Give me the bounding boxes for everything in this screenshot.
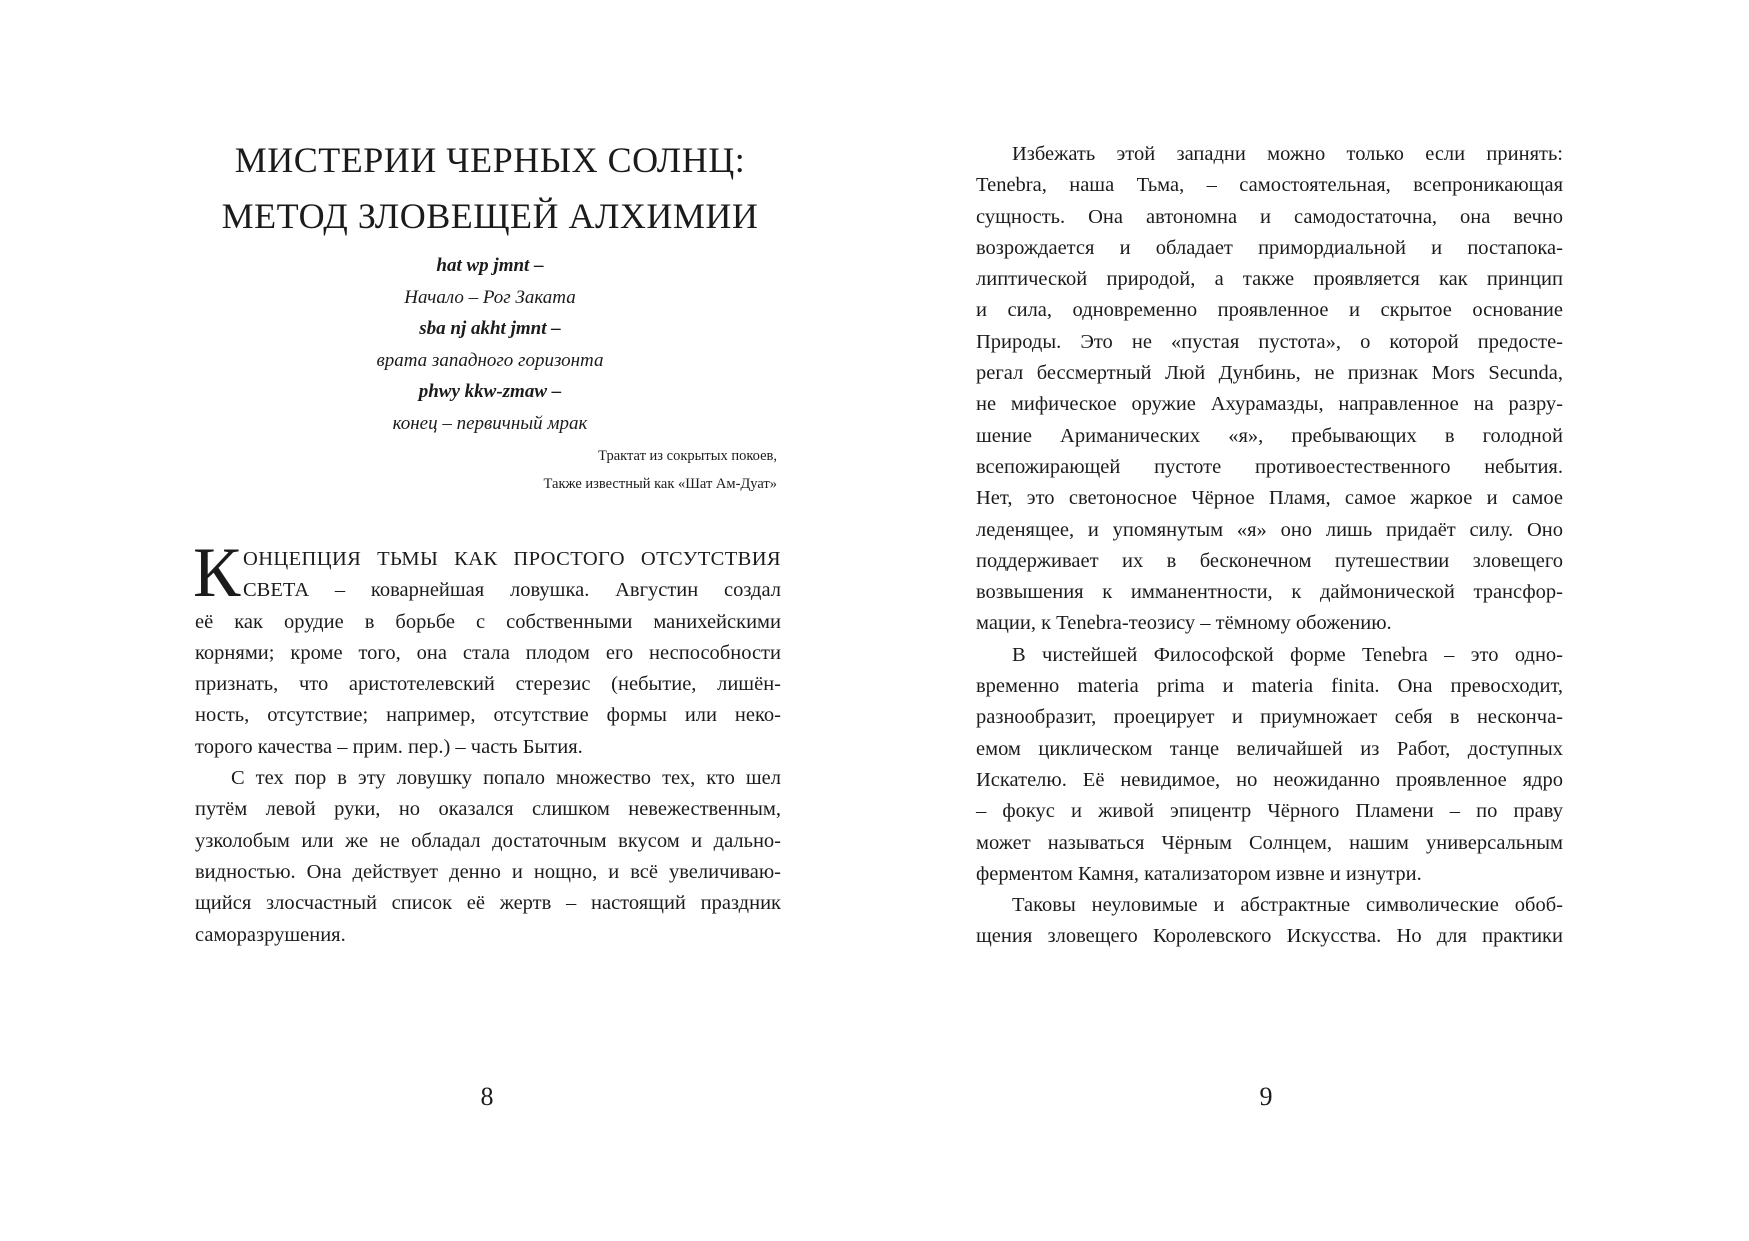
epigraph-line: врата западного горизонта — [376, 349, 604, 371]
text-line: ферментом Камня, катализатором извне и изнутри. — [976, 862, 1422, 885]
right-page — [875, 0, 1749, 1241]
drop-cap: К — [193, 534, 241, 612]
chapter-title-line: МИСТЕРИИ ЧЕРНЫХ СОЛНЦ: — [234, 140, 746, 180]
text-line: В чистейшей Философской форме Tenebra – это одно- — [1012, 643, 1563, 666]
text-line: Нет, это светоносное Чёрное Пламя, самое жаркое и самое — [976, 487, 1563, 510]
page-number: 8 — [480, 1082, 494, 1111]
text-line: мации, к Tenebra-теозису – тёмному обожению. — [976, 612, 1392, 635]
text-line: её как орудие в борьбе с собственными манихейскими — [195, 610, 781, 633]
text-line: емом циклическом танце величайшей из Работ, доступных — [976, 737, 1563, 760]
epigraph-line: phwy kkw-zmaw – — [418, 381, 562, 402]
text-line: может называться Чёрным Солнцем, нашим универсальным — [976, 831, 1563, 854]
epigraph — [260, 250, 720, 439]
left-page — [0, 0, 874, 1241]
chapter-title-line: МЕТОД ЗЛОВЕЩЕЙ АЛХИМИИ — [221, 196, 759, 236]
text-line: возрождается и обладает примордиальной и постапока- — [976, 236, 1563, 259]
text-line: Таковы неуловимые и абстрактные символические обоб- — [1012, 894, 1563, 917]
text-line: Природы. Это не «пустая пустота», о которой предосте- — [976, 330, 1563, 353]
text-line: не мифическое оружие Ахурамазды, направленное на разру- — [976, 393, 1563, 416]
text-line: регал бессмертный Люй Дунбинь, не признак Mors Secunda, — [976, 362, 1563, 385]
text-line: С тех пор в эту ловушку попало множество тех, кто шел — [231, 767, 781, 790]
text-line: временно materia prima и materia finita. Она превосходит, — [976, 675, 1563, 698]
epigraph-line: Начало – Рог Заката — [404, 286, 576, 308]
text-line: узколобым или же не обладал достаточным вкусом и дально- — [195, 829, 781, 852]
page-number: 9 — [1259, 1082, 1273, 1111]
text-line: Tenebra, наша Тьма, – самостоятельная, всепроникающая — [976, 174, 1563, 197]
epigraph-line: hat wp jmnt – — [436, 255, 544, 276]
epigraph-source — [544, 442, 777, 498]
text-line: признать, что аристотелевский стерезис (небытие, лишён- — [195, 673, 781, 696]
text-line: ОНЦЕПЦИЯ ТЬМЫ КАК ПРОСТОГО ОТСУТСТВИЯ — [243, 548, 781, 570]
text-line: разнообразит, проецирует и приумножает себя в несконча- — [976, 706, 1563, 729]
text-line: СВЕТА – коварнейшая ловушка. Августин создал — [243, 579, 781, 602]
text-line: ность, отсутствие; например, отсутствие формы или неко- — [195, 704, 781, 727]
chapter-title — [190, 132, 790, 244]
text-line: саморазрушения. — [195, 923, 346, 946]
text-line: Избежать этой западни можно только если принять: — [1012, 143, 1563, 165]
epigraph-source-line: Также известный как «Шат Ам-Дуат» — [543, 476, 777, 492]
epigraph-line: конец – первичный мрак — [392, 412, 588, 434]
text-line: Искателю. Её невидимое, но неожиданно проявленное ядро — [976, 768, 1563, 791]
text-line: щения зловещего Королевского Искусства. Но для практики — [976, 925, 1563, 948]
epigraph-line: sba nj akht jmnt – — [419, 318, 561, 339]
text-line: возвышения к имманентности, к даймонической трансфор- — [976, 581, 1563, 604]
text-line: щийся злосчастный список её жертв – настоящий праздник — [195, 892, 781, 915]
text-line: шение Ариманических «я», пребывающих в голодной — [976, 424, 1563, 447]
text-line: липтической природой, а также проявляется как принцип — [976, 268, 1563, 291]
epigraph-source-line: Трактат из сокрытых покоев, — [598, 448, 777, 464]
text-line: видностью. Она действует денно и нощно, и всё увеличиваю- — [195, 860, 781, 883]
text-line: поддерживает их в бесконечном путешествии зловещего — [976, 549, 1563, 572]
body-text — [976, 139, 1563, 953]
body-text — [193, 534, 781, 951]
text-line: сущность. Она автономна и самодостаточна, она вечно — [976, 205, 1563, 228]
text-line: леденящее, и упомянутым «я» оно лишь придаёт силу. Оно — [976, 518, 1563, 541]
text-line: путём левой руки, но оказался слишком невежественным, — [195, 798, 781, 821]
text-line: всепожирающей пустоте противоестественного небытия. — [976, 455, 1563, 478]
text-line: корнями; кроме того, она стала плодом его неспособности — [195, 641, 781, 664]
text-line: – фокус и живой эпицентр Чёрного Пламени – по праву — [976, 800, 1563, 823]
text-line: торого качества – прим. пер.) – часть Бытия. — [195, 735, 583, 758]
text-line: и сила, одновременно проявленное и скрытое основание — [976, 299, 1563, 322]
